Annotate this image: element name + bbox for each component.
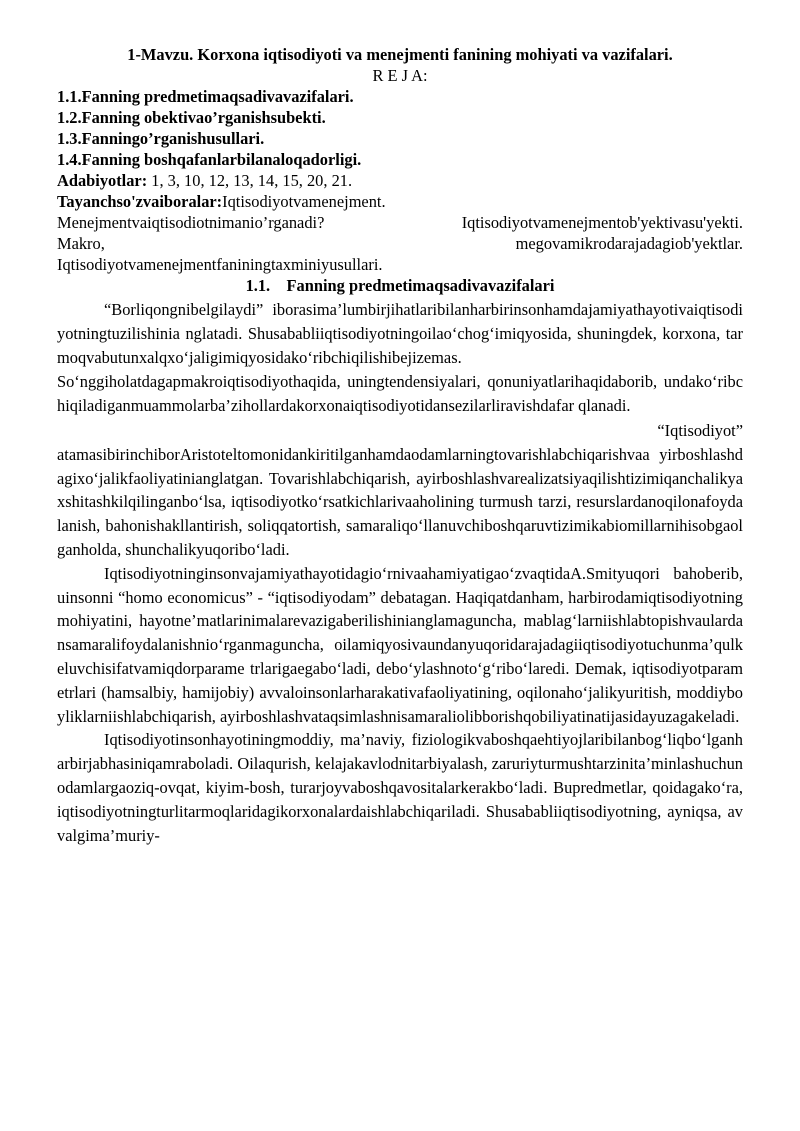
plan-item-4: 1.4.Fanning boshqafanlarbilanaloqadorligi.	[57, 150, 362, 169]
keywords-line-4: Iqtisodiyotvamenejmentfaniningtaxminiyusullari.	[57, 255, 383, 274]
section-number: 1.1.	[245, 276, 271, 295]
keywords-line	[57, 191, 743, 212]
keywords-label: Tayanchso'zvaiboralar:	[57, 192, 223, 211]
keywords-line-2	[57, 212, 743, 233]
section-heading	[57, 275, 743, 296]
literature-value: 1, 3, 10, 12, 13, 14, 15, 20, 21.	[151, 171, 353, 190]
literature-label: Adabiyotlar:	[57, 171, 148, 190]
paragraph-4: Iqtisodiyotninginsonvajamiyathayotidagio‘rnivaahamiyatigao‘zvaqtidaA.Smityuqori bahoberib, uinsonni “homo economicus” - “iqtisodiyodam” debatagan. Haqiqatdanham, harbirodamiqtisodiyotningmohiyatini, hayotne’matlarinimalarevazigaberilishinianglamaguncha, mablag‘larniishlabtopishvaulardansamaralifoydalanishnio‘rganmaguncha, oilamiqyosivaundanyuqoridarajadagiiqtisodiyotuchunma’qulkeluvchisifatvamiqdorparame trlarigaegabo‘ladi, debo‘ylashnoto‘g‘ribo‘laredi. Demak, iqtisodiyotparametrlari (hamsalbiy, hamijobiy) avvaloinsonlarharakativafaoliyatining, oqilonaho‘jalikyuritish, moddiyboyliklarniishlabchiqarish, ayirboshlashvataqsimlashnisamaraliolibborishqobiliyatinatijasidayuzagakeladi.	[57, 563, 743, 726]
keywords-line-2-left: Menejmentvaiqtisodiotnimanio’rganadi?	[57, 213, 325, 232]
keywords-line-1: Iqtisodiyotvamenejment.	[222, 192, 386, 211]
plan-item-3: 1.3.Fanningo’rganishusullari.	[57, 129, 265, 148]
paragraph-1: “Borliqongnibelgilaydi” iborasima’lumbirjihatlaribilanharbirinsonhamdajamiyathayotivaiqtisodiyotningtuzilishinia nglatadi. Shusababliiqtisodiyotningoilao‘chog‘imiqyosida, shuningdek, korxona, tarmoqvabutunxalqxo‘jaligimiqyosidako‘ribchiqilishibejizemas.	[57, 300, 743, 367]
plan-heading: R E J A:	[372, 66, 428, 85]
section-title: Fanning predmetimaqsadivavazifalari	[286, 276, 555, 295]
document-body	[57, 298, 743, 847]
literature-line	[57, 170, 743, 191]
paragraph-3-start: “Iqtisodiyot”	[657, 420, 743, 440]
paragraph-5: Iqtisodiyotinsonhayotiningmoddiy, ma’naviy, fiziologikvaboshqaehtiyojlaribilanbog‘liqbo‘lganharbirjabhasiniqamraboladi. Oilaqurish, kelajakavlodnitarbiyalash, zaruriyturmushtarzinita’minlashuchunodamlargaoziq-ovqat, kiyim-bosh, turarjoyvaboshqavositalarkerakbo‘ladi. Bupredmetlar, qoidagako‘ra, iqtisodiyotningturlitarmoqlaridagikorxonalardaishlabchiqariladi. Shusababliiqtisodiyotning, ayniqsa, avvalgima’muriy-	[57, 730, 743, 845]
paragraph-3: atamasibirinchiborAristoteltomonidankiritilganhamdaodamlarningtovarishlabchiqarishvaa yirboshlashdagixo‘jalikfaoliyatinianglatgan. Tovarishlabchiqarish, ayirboshlashvarealizatsiyaqilishtizimiqanchalikyaxshitashkilqilinganbo‘lsa, iqtisodiyotko‘rsatkichlarivaaholining turmush tarzi, resurslardanoqilonafoydalanish, bahonishakllantirish, soliqqatortish, samaraliqo‘llanuvchiboshqaruvtizimikabiomillarnihisobgaolganholda, shunchalikyuqoribo‘ladi.	[57, 444, 743, 559]
keywords-line-3	[57, 233, 743, 254]
plan-item-1: 1.1.Fanning predmetimaqsadivavazifalari.	[57, 87, 354, 106]
paragraph-2: So‘nggiholatdagapmakroiqtisodiyothaqida, uningtendensiyalari, qonuniyatlarihaqidaborib, undako‘ribchiqiladiganmuammolarba’zihollardakorxonaiqtisodiyotidansezilarliravishdafar qlanadi.	[57, 372, 743, 416]
keywords-line-3-right: megovamikrodarajadagiob'yektlar.	[515, 234, 743, 253]
plan-item-2: 1.2.Fanning obektivao’rganishsubekti.	[57, 108, 326, 127]
keywords-line-2-right: Iqtisodiyotvamenejmentob'yektivasu'yekti.	[461, 213, 743, 232]
page-title: 1-Mavzu. Korxona iqtisodiyoti va menejmenti fanining mohiyati va vazifalari.	[127, 45, 673, 64]
keywords-line-3-left: Makro,	[57, 234, 105, 253]
